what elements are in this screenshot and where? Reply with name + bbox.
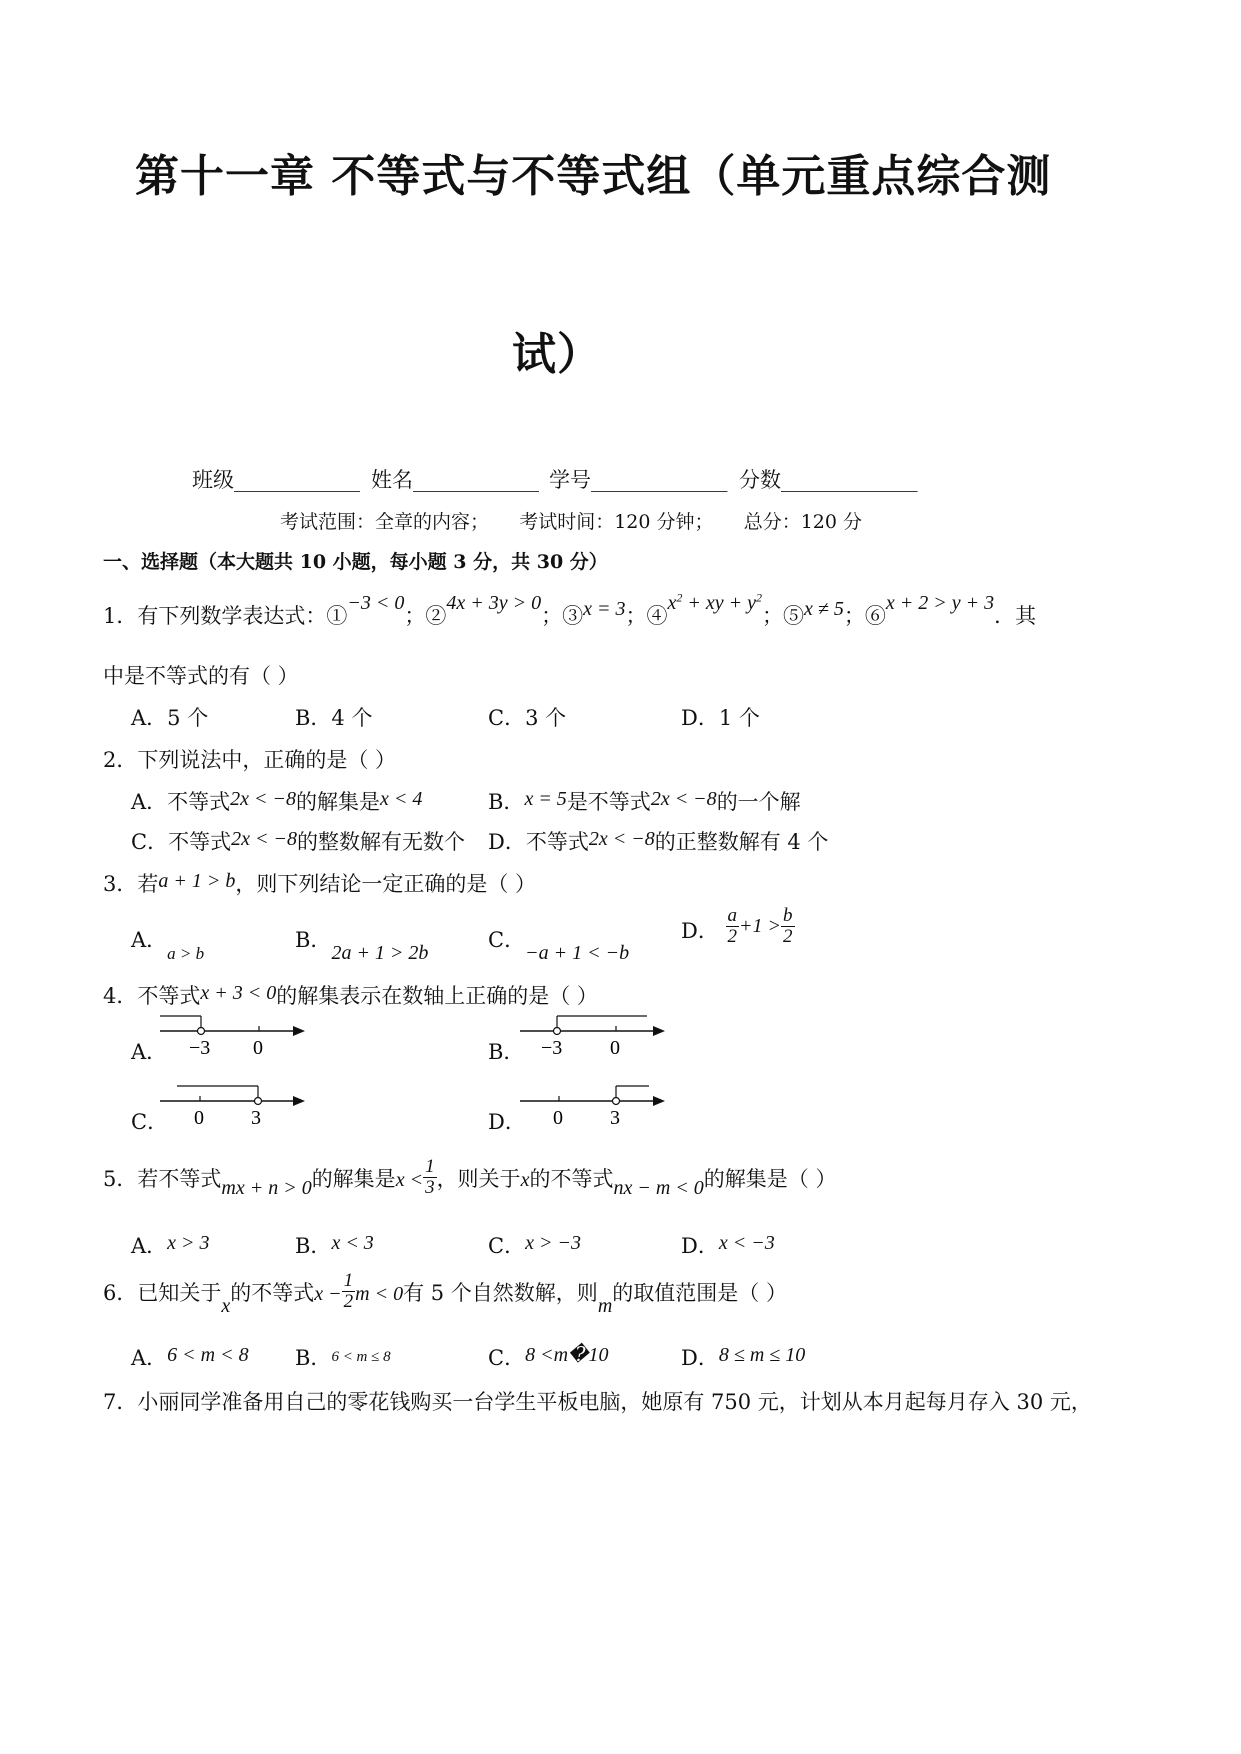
tick-label: 0 <box>610 1037 620 1059</box>
separator: ； <box>625 604 647 628</box>
q3-option-b: B．2a + 1 > 2b <box>295 928 429 964</box>
choice-3-marker: ③ <box>562 604 584 628</box>
choice-1-marker: ① <box>326 604 348 628</box>
separator: ； <box>843 604 865 628</box>
q4-option-d-label: D． <box>488 1110 526 1134</box>
name-field: 姓名____________ <box>371 468 539 492</box>
student-id-field: 学号_____________ <box>549 468 728 492</box>
q1-expr-2: 4x + 3y > 0 <box>446 592 542 614</box>
separator: ； <box>762 604 784 628</box>
q2-option-d: D．不等式2x < −8的正整数解有 4 个 <box>488 828 829 854</box>
q2-option-a: A．不等式2x < −8的解集是x < 4 <box>131 788 423 814</box>
choice-6-marker: ⑥ <box>864 604 886 628</box>
q5-option-d: D．x < −3 <box>681 1232 775 1258</box>
q6-option-b: B．6 < m ≤ 8 <box>295 1346 391 1370</box>
choice-4-marker: ④ <box>646 604 668 628</box>
q1-expr-6: x + 2 > y + 3 <box>885 592 995 614</box>
q5-option-c: C．x > −3 <box>488 1232 581 1258</box>
q3-option-a: A．$_{a > b}$ <box>131 928 205 963</box>
q1-expr-5: x ≠ 5 <box>804 598 844 620</box>
separator: ； <box>541 604 563 628</box>
page-title-continued: 试） <box>512 329 602 380</box>
choice-2-marker: ② <box>425 604 447 628</box>
q1-option-a: A．5 个 <box>131 706 209 730</box>
tick-label: 3 <box>251 1107 261 1129</box>
q6-option-d: D．8 ≤ m ≤ 10 <box>681 1344 806 1370</box>
q4-option-b-numberline <box>515 1010 675 1060</box>
class-field: 班级____________ <box>192 468 360 492</box>
q4-option-a-label: A． <box>131 1040 168 1064</box>
score-field: 分数_____________ <box>739 468 918 492</box>
q2-stem: 2．下列说法中，正确的是（ ） <box>103 748 397 772</box>
q1-option-d: D．1 个 <box>681 706 760 730</box>
tick-label: 0 <box>253 1037 263 1059</box>
section-heading: 一、选择题（本大题共 10 小题，每小题 3 分，共 30 分） <box>103 551 608 573</box>
q1-expr-1: −3 < 0 <box>347 592 405 614</box>
question-1 <box>103 590 1037 630</box>
q1-expr-4: $x^2$ + xy + $y^2$ <box>667 590 763 614</box>
q4-option-c-numberline <box>155 1080 315 1130</box>
page-title: 第十一章 不等式与不等式组（单元重点综合测 <box>135 151 1052 202</box>
exam-meta: 考试范围：全章的内容； 考试时间：120 分钟； 总分：120 分 <box>280 511 863 533</box>
choice-5-marker: ⑤ <box>783 604 805 628</box>
q6-stem: 6．已知关于x的不等式x − $\frac{1}{2}$ m < 0有 5 个自然数解，则m的取值范围是（ ） <box>103 1270 787 1317</box>
q7-stem: 7．小丽同学准备用自己的零花钱购买一台学生平板电脑，她原有 750 元，计划从本月起每月存入 30 元， <box>103 1390 1092 1414</box>
q5-stem: 5．若不等式mx + n > 0的解集是x < $\frac{1}{3}$ ，则关于x的不等式nx − m < 0的解集是（ ） <box>103 1156 837 1199</box>
tick-label: 3 <box>610 1107 620 1129</box>
tick-label: −3 <box>189 1037 211 1059</box>
q1-option-b: B．4 个 <box>295 706 373 730</box>
q4-option-c-label: C． <box>131 1110 169 1134</box>
q5-option-b: B．x < 3 <box>295 1232 374 1258</box>
q2-option-c: C．不等式2x < −8的整数解有无数个 <box>131 828 465 854</box>
q1-stem: 1．有下列数学表达式： <box>103 604 327 628</box>
q4-option-d-numberline <box>515 1080 675 1130</box>
q1-option-c: C．3 个 <box>488 706 567 730</box>
q2-option-b: B．x = 5是不等式2x < −8的一个解 <box>488 788 801 814</box>
tick-label: 0 <box>553 1107 563 1129</box>
q6-option-a: A．6 < m < 8 <box>131 1344 249 1370</box>
q1-expr-3: x = 3 <box>583 598 626 620</box>
tick-label: −3 <box>541 1037 563 1059</box>
q3-stem: 3．若a + 1 > b，则下列结论一定正确的是（ ） <box>103 870 537 896</box>
q6-option-c: C．8 <m�10 <box>488 1344 609 1370</box>
q4-option-a-numberline <box>155 1010 315 1060</box>
q1-stem-line2: 中是不等式的有（ ） <box>103 664 299 688</box>
q4-option-b-label: B． <box>488 1040 525 1064</box>
tick-label: 0 <box>194 1107 204 1129</box>
q5-option-a: A．x > 3 <box>131 1232 210 1258</box>
q1-tail: ．其 <box>994 604 1037 628</box>
q3-option-c: C．−a + 1 < −b <box>488 928 630 964</box>
separator: ； <box>404 604 426 628</box>
q3-option-d: D． $\frac{a}{2}$ +1 > $\frac{b}{2}$ <box>681 905 793 947</box>
q4-stem: 4．不等式x + 3 < 0的解集表示在数轴上正确的是（ ） <box>103 982 598 1008</box>
